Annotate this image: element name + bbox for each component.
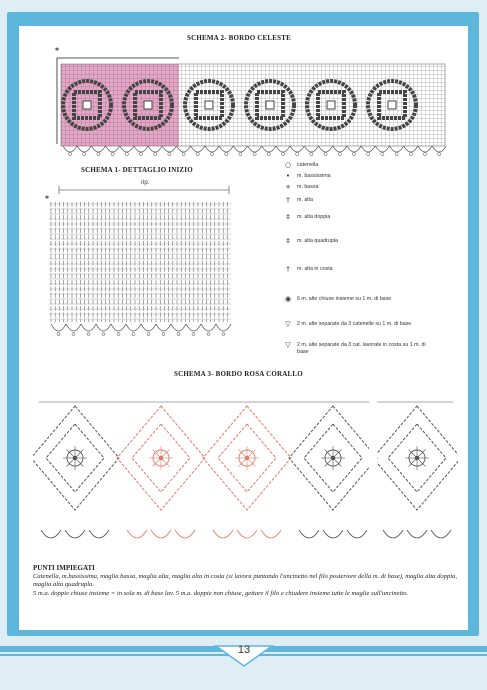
v-stitch-2-icon: ▽ xyxy=(285,320,291,328)
schema2-scallop xyxy=(276,146,290,152)
schema1-scallop xyxy=(186,324,201,331)
schema2-scallop xyxy=(134,146,148,152)
schema2-scallop xyxy=(432,146,446,152)
legend-label: m. alta in costa xyxy=(297,266,333,272)
schema2-scallop xyxy=(418,146,432,152)
schema2-scallop xyxy=(219,146,233,152)
schema2-scallop xyxy=(319,146,333,152)
legend-label: catenella xyxy=(297,162,319,168)
schema2-scallop xyxy=(120,146,134,152)
schema3-motifs xyxy=(33,390,458,550)
schema1-stitch-columns xyxy=(49,202,231,322)
legend-label: m. alta quadrupla xyxy=(297,238,338,244)
legend-label: 6 m. alte chiuse insieme su 1 m. di base xyxy=(297,296,392,302)
schema1-scallop xyxy=(201,324,216,331)
schema3-fan xyxy=(407,530,427,538)
schema1-star: * xyxy=(45,194,50,203)
schema2-title: SCHEMA 2- BORDO CELESTE xyxy=(187,34,291,42)
schema2-scallop xyxy=(333,146,347,152)
schema1-scallop xyxy=(96,324,111,331)
schema3-fan xyxy=(89,530,109,538)
page-number: 13 xyxy=(237,644,251,656)
schema1-scallop xyxy=(216,324,231,331)
schema1-scallop xyxy=(156,324,171,331)
schema2-scallop xyxy=(248,146,262,152)
schema3-fan xyxy=(431,530,451,538)
slip-stitch-icon: • xyxy=(285,172,291,180)
schema2-scallop xyxy=(106,146,120,152)
schema2-scallop xyxy=(290,146,304,152)
schema1-scallop xyxy=(141,324,156,331)
schema3-fan xyxy=(151,530,171,538)
schema2-scallop xyxy=(304,146,318,152)
schema3-fan xyxy=(347,530,367,538)
legend-label: 2 m. alte separate da 3 catenelle su 1 m. di base xyxy=(297,321,412,327)
schema2-scallop xyxy=(375,146,389,152)
schema1-scallop xyxy=(126,324,141,331)
schema1-chart xyxy=(39,182,254,357)
chain-icon: ○ xyxy=(284,161,292,169)
schema2-scallop xyxy=(361,146,375,152)
schema1-scallop xyxy=(81,324,96,331)
schema2-scallop xyxy=(177,146,191,152)
schema2-scallop xyxy=(233,146,247,152)
schema2-scallop xyxy=(91,146,105,152)
schema2-scallop xyxy=(404,146,418,152)
legend-label: m. bassissima xyxy=(297,173,331,179)
schema1-scallop xyxy=(171,324,186,331)
schema2-scallop xyxy=(148,146,162,152)
punti-heading: PUNTI IMPIEGATI xyxy=(33,564,95,572)
cluster-6-icon: ◉ xyxy=(284,295,292,303)
schema2-scallop xyxy=(347,146,361,152)
legend-label: m. bassa xyxy=(297,184,319,190)
schema2-scallops xyxy=(63,146,446,156)
schema3-fan xyxy=(175,530,195,538)
schema3-fan xyxy=(323,530,343,538)
v-stitch-2-costa-icon: ▽ xyxy=(285,341,291,349)
schema2-scallop xyxy=(262,146,276,152)
schema2-scallop xyxy=(63,146,77,152)
back-loop-double-icon: † xyxy=(286,265,290,273)
punti-line-1: Catenella, m.bassissima, maglia bassa, maglia alta, maglia alta in costa (si lavora puntando l'uncinetto nel filo posteriore della m. di base), maglia alta doppia, maglia alta quadrupla. xyxy=(33,572,458,589)
page-content xyxy=(19,26,468,630)
quadruple-treble-icon: ‡ xyxy=(286,237,290,245)
schema1-rip-label: rip. xyxy=(141,180,150,186)
punti-impiegati xyxy=(33,564,458,598)
schema3-chart xyxy=(33,380,458,560)
schema3-diamond xyxy=(117,406,205,510)
schema2-scallop xyxy=(77,146,91,152)
schema3-fan xyxy=(299,530,319,538)
single-crochet-icon: + xyxy=(285,183,291,191)
schema1-scallops xyxy=(51,324,231,336)
schema2-scallop xyxy=(205,146,219,152)
schema3-fan xyxy=(65,530,85,538)
schema1-scallop xyxy=(51,324,66,331)
schema3-diamond xyxy=(203,406,291,510)
schema2-star: * xyxy=(55,46,60,55)
schema3-fan xyxy=(383,530,403,538)
treble-crochet-icon: ‡ xyxy=(286,213,290,221)
legend-label: m. alta xyxy=(297,197,313,203)
schema3-fan xyxy=(127,530,147,538)
schema1-scallop xyxy=(111,324,126,331)
punti-line-2: 5 m.a. doppie chiuse insieme = in sola m. di base lav. 5 m.a. doppie non chiuse, gettare il filo e chiudere insieme tutte le maglie sull'uncinetto. xyxy=(33,589,409,597)
schema3-fan xyxy=(213,530,233,538)
schema3-fan xyxy=(237,530,257,538)
schema3-diamond xyxy=(373,406,458,510)
schema3-fan xyxy=(261,530,281,538)
schema3-title: SCHEMA 3- BORDO ROSA CORALLO xyxy=(174,370,303,378)
double-crochet-icon: † xyxy=(286,196,290,204)
schema1-title: SCHEMA 1- DETTAGLIO INIZIO xyxy=(81,166,193,174)
schema3-fan xyxy=(41,530,61,538)
legend-label: 2 m. alte separate da 3 cat. lavorate in costa su 1 m. di base xyxy=(297,342,426,355)
legend-label: m. alta doppia xyxy=(297,214,331,220)
schema3-diamond xyxy=(33,406,119,510)
schema2-scallop xyxy=(390,146,404,152)
schema3-diamond xyxy=(289,406,377,510)
schema2-chart xyxy=(49,46,459,161)
schema2-scallop xyxy=(191,146,205,152)
schema2-scallop xyxy=(162,146,176,152)
schema1-scallop xyxy=(66,324,81,331)
